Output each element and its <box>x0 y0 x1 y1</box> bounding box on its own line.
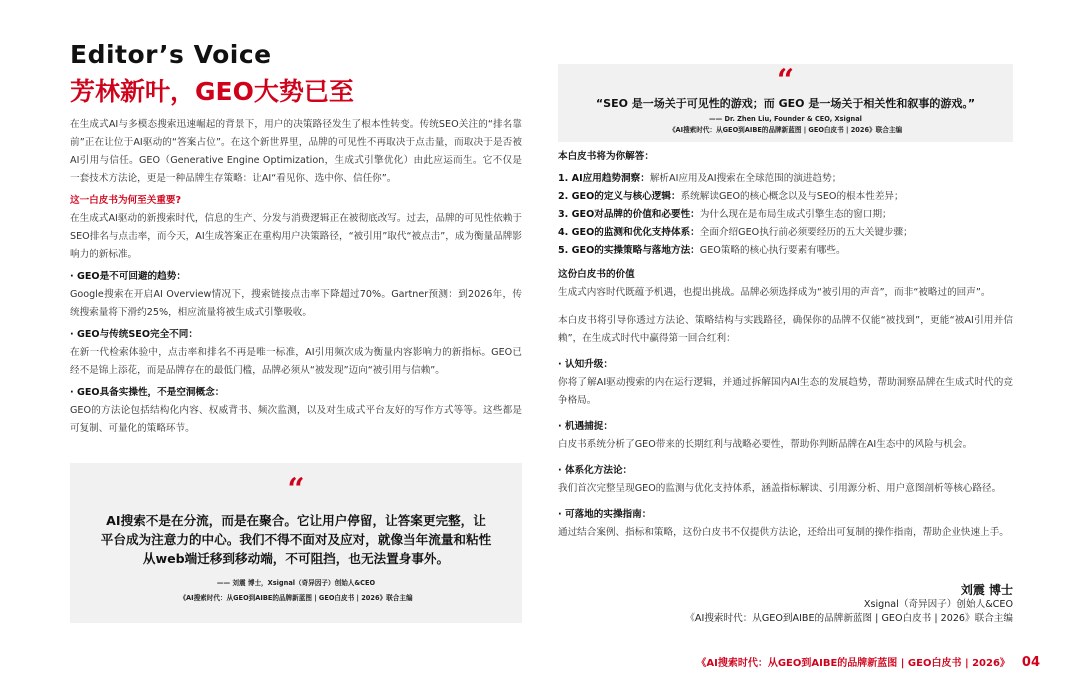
bullet-heading-3-text: GEO具备实操性，不是空洞概念： <box>77 387 225 398</box>
page-number: 04 <box>1021 655 1040 670</box>
value-heading: 这份白皮书的价值 <box>558 269 635 280</box>
point-heading-4: · 可落地的实操指南： <box>558 509 652 520</box>
left-column <box>70 116 522 442</box>
point-text-3: 我们首次完整呈现GEO的监测与优化支持体系，涵盖指标解读、引用源分析、用户意图剖析等核心路径。 <box>558 483 1002 494</box>
list-item-text: 系统解读GEO的核心概念以及与SEO的根本性差异； <box>680 191 904 202</box>
why-paragraph: 在生成式AI驱动的新搜索时代，信息的生产、分发与消费逻辑正在被彻底改写。过去，品牌的可见性依赖于SEO排名与点击率，而今天，AI生成答案正在重构用户决策路径，“被引用”取代“被点击”，成为衡量品牌影响力的新标准。 <box>70 213 522 260</box>
list-item <box>558 170 1013 188</box>
list-item-head: 3. GEO对品牌的价值和必要性： <box>558 209 700 220</box>
bullet-text-1: Google搜索在开启AI Overview情况下，搜索链接点击率下降超过70%。Gartner预测：到2026年，传统搜索量将下滑约25%，相应流量将被生成式引擎吸收。 <box>70 289 522 318</box>
quote-source: 《AI搜索时代：从GEO到AIBE的品牌新蓝图 | GEO白皮书 | 2026》联合主编 <box>668 126 903 134</box>
list-item-head: 5. GEO的实操策略与落地方法： <box>558 245 700 256</box>
list-item-text: 解析AI应用及AI搜索在全球范围的演进趋势； <box>649 173 842 184</box>
list-item <box>558 206 1013 224</box>
signature-title: Xsignal（奇异因子）创始人&CEO <box>863 599 1013 610</box>
signature-role: 《AI搜索时代：从GEO到AIBE的品牌新蓝图 | GEO白皮书 | 2026》联合主编 <box>685 613 1013 624</box>
answers-heading: 本白皮书将为你解答： <box>558 151 654 162</box>
list-item <box>558 224 1013 242</box>
list-item-text: GEO策略的核心执行要素有哪些。 <box>699 245 846 256</box>
bullet-heading-3: · GEO具备实操性，不是空洞概念： <box>70 387 225 398</box>
guide-paragraph: 本白皮书将引导你透过方法论、策略结构与实践路径，确保你的品牌不仅能“被找到”，更能“被AI引用并信赖”，在生成式时代中赢得第一回合红利： <box>558 315 1013 344</box>
point-heading-1: · 认知升级： <box>558 359 613 370</box>
intro-paragraph: 在生成式AI与多模态搜索迅速崛起的背景下，用户的决策路径发生了根本性转变。传统SEO关注的“排名靠前”正在让位于AI驱动的“答案占位”。在这个新世界里，品牌的可见性不再取决于点击量，而取决于是否被AI引用与信任。GEO（Generative Engine Optimization，生成式引擎优化）由此应运而生。它不仅是一套技术方法论，更是一种品牌生存策略：让AI“看见你、选中你、信任你”。 <box>70 119 522 184</box>
list-item <box>558 242 1013 260</box>
bullet-heading-2: · GEO与传统SEO完全不同： <box>70 329 198 340</box>
quote-mark-icon: “ <box>776 63 795 98</box>
quote-box-right <box>558 64 1013 142</box>
list-item-text: 全面介绍GEO执行前必须要经历的五大关键步骤； <box>699 227 913 238</box>
right-column <box>558 148 1013 546</box>
signature-block <box>685 582 1013 626</box>
quote-box-left <box>70 463 522 623</box>
quote-attribution: —— 刘震 博士，Xsignal（奇异因子）创始人&CEO <box>216 579 376 587</box>
point-heading-3-text: 体系化方法论： <box>565 465 633 476</box>
bullet-heading-1: · GEO是不可回避的趋势： <box>70 271 186 282</box>
point-heading-4-text: 可落地的实操指南： <box>565 509 652 520</box>
list-item-head: 4. GEO的监测和优化支持体系： <box>558 227 700 238</box>
point-heading-3: · 体系化方法论： <box>558 465 633 476</box>
signature-name: 刘震 博士 <box>960 583 1013 597</box>
page-footer <box>696 654 1040 670</box>
point-text-1: 你将了解AI驱动搜索的内在运行逻辑，并通过拆解国内AI生态的发展趋势，帮助洞察品牌在生成式时代的竞争格局。 <box>558 377 1013 406</box>
list-item-head: 2. GEO的定义与核心逻辑： <box>558 191 681 202</box>
quote-mark-icon: “ <box>287 472 305 507</box>
quote-source: 《AI搜索时代：从GEO到AIBE的品牌新蓝图 | GEO白皮书 | 2026》联合主编 <box>179 594 413 602</box>
quote-text: “SEO 是一场关于可见性的游戏；而 GEO 是一场关于相关性和叙事的游戏。” <box>595 97 976 110</box>
answers-list <box>558 170 1013 260</box>
bullet-heading-2-text: GEO与传统SEO完全不同： <box>77 329 198 340</box>
quote-text: AI搜索不是在分流，而是在聚合。它让用户停留，让答案更完整，让平台成为注意力的中心。我们不得不面对及应对，就像当年流量和粘性从web端迁移到移动端，不可阻挡，也无法置身事外。 <box>100 513 492 566</box>
bullet-text-2: 在新一代检索体验中，点击率和排名不再是唯一标准，AI引用频次成为衡量内容影响力的新指标。GEO已经不是锦上添花，而是品牌存在的最低门槛，品牌必须从“被发现”迈向“被引用与信赖”。 <box>70 347 522 376</box>
quote-attribution: —— Dr. Zhen Liu, Founder & CEO, Xsignal <box>709 115 862 123</box>
point-heading-2: · 机遇捕捉： <box>558 421 613 432</box>
why-heading: 这一白皮书为何至关重要? <box>70 195 182 206</box>
point-heading-1-text: 认知升级： <box>565 359 613 370</box>
list-item-text: 为什么现在是布局生成式引擎生态的窗口期； <box>699 209 892 220</box>
point-heading-2-text: 机遇捕捉： <box>565 421 613 432</box>
list-item-head: 1. AI应用趋势洞察： <box>558 173 650 184</box>
bullet-heading-1-text: GEO是不可回避的趋势： <box>77 271 186 282</box>
point-text-4: 通过结合案例、指标和策略，这份白皮书不仅提供方法论，还给出可复制的操作指南，帮助企业快速上手。 <box>558 527 1009 538</box>
page-title-english: Editor’s Voice <box>70 40 272 69</box>
list-item <box>558 188 1013 206</box>
value-paragraph: 生成式内容时代既蕴予机遇，也提出挑战。品牌必须选择成为“被引用的声音”，而非“被略过的回声”。 <box>558 287 991 298</box>
footer-text: 《AI搜索时代：从GEO到AIBE的品牌新蓝图 | GEO白皮书 | 2026》 <box>696 658 1010 669</box>
bullet-text-3: GEO的方法论包括结构化内容、权威背书、频次监测，以及对生成式平台友好的写作方式等等。这些都是可复制、可量化的策略环节。 <box>70 405 522 434</box>
page-title-chinese: 芳林新叶，GEO大势已至 <box>70 77 354 106</box>
point-text-2: 白皮书系统分析了GEO带来的长期红利与战略必要性，帮助你判断品牌在AI生态中的风险与机会。 <box>558 439 973 450</box>
